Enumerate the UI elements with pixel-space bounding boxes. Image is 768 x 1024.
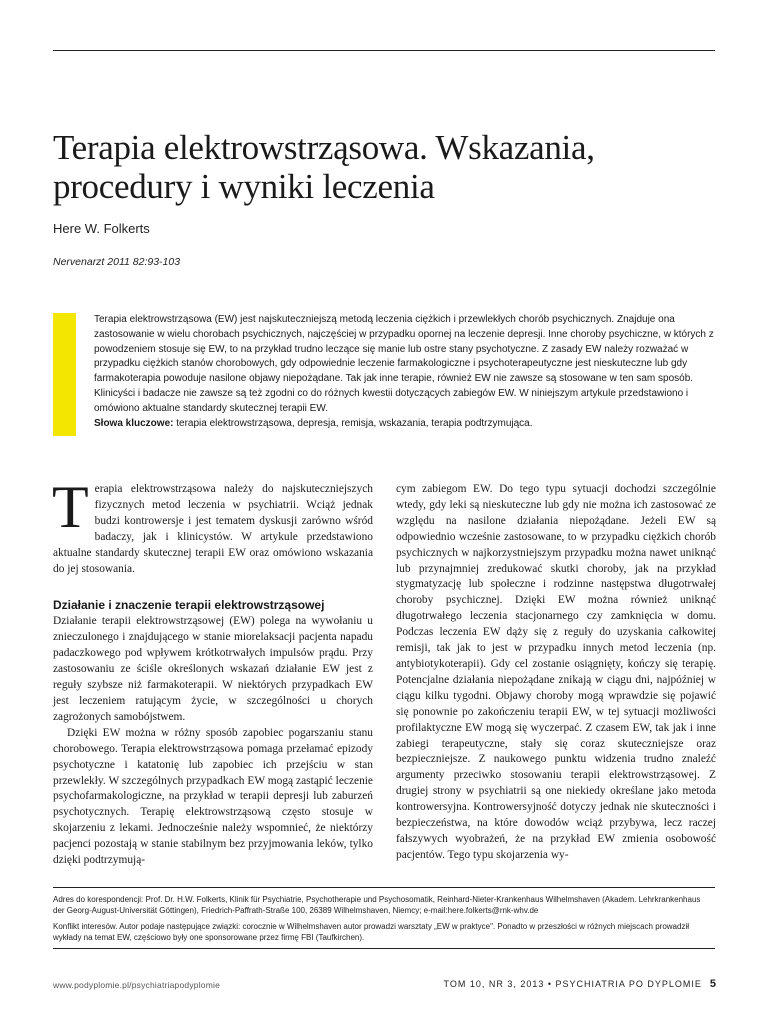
page-number: 5: [709, 978, 716, 990]
article-title: Terapia elektrowstrząsowa. Wskazania, procedury i wyniki leczenia: [53, 128, 595, 206]
top-rule: [53, 50, 715, 51]
body-column-right: [396, 482, 716, 864]
body-paragraph-2-continued: cym zabiegom EW. Do tego typu sytuacji dochodzi szczególnie wtedy, gdy leki są nieskuteczne lub gdy nie można ich zastosować ze względu na nasilone działania niepożądane. Jeżeli EW są odpowiednio wcześnie zastosowane, to w przypadku ciężkich chorób psychicznych w najkorzystniejszym przypadku można nawet uniknąć lub przynajmniej zredukować skutki choroby, jak na przykład stygmatyzację lub społeczne i rodzinne następstwa długotrwałej choroby psychicznej. Dzięki EW można również uniknąć długotrwałego leczenia stacjonarnego czy zamknięcia w domu. Podczas leczenia EW dąży się z reguły do uzyskania całkowitej remisji, tak jak to jest w przypadku innych metod leczenia (np. antybiotykoterapii). Gdy cel zostanie osiągnięty, kończy się terapię. Potencjalne działania niepożądane znikają w ciągu dni, najpóźniej w ciągu kilku tygodni. Objawy choroby mogą wprawdzie się pojawić się ponownie po zakończeniu terapii EW, w tej sytuacji możliwości profilaktyczne EW mogą się wyczerpać. Z czasem EW, tak jak i inne zabiegi terapeutyczne, stały się coraz skuteczniejsze oraz bezpieczniejsze. Z naukowego punktu widzenia trudno znaleźć argumenty przeciwko stosowaniu terapii elektrowstrząsowej. Z drugiej strony w psychiatrii są one niekiedy określane jako metoda kontrowersyjna. Kontrowersyjność dotyczy jednak nie skuteczności i bezpieczeństwa, na które dowodów wciąż przybywa, lecz raczej fałszywych wyobrażeń, że na przykład EW zmienia osobowość pacjentów. Tego typu skojarzenia wy-: [396, 483, 716, 861]
keywords-label: Słowa kluczowe:: [94, 417, 174, 429]
section-heading: Działanie i znaczenie terapii elektrowstrząsowej: [53, 598, 325, 613]
body-paragraph-1: Działanie terapii elektrowstrząsowej (EW) polega na wywołaniu u znieczulonego i znajdującego w stanie miorelaksacji pacjenta napadu padaczkowego pod wpływem krótkotrwałych impulsów prądu. Przy zastosowaniu ze ściśle określonych wskazań działanie EW jest z reguły szybsze niż farmakoterapii. W niektórych przypadkach EW jest leczeniem ratującym życie, w szczególności u chorych zagrożonych samobójstwem.: [53, 615, 373, 723]
journal-issue: TOM 10, NR 3, 2013 • PSYCHIATRIA PO DYPLOMIE: [443, 979, 702, 989]
intro-paragraph: [52, 474, 373, 577]
footnote: [53, 894, 713, 943]
footer-url[interactable]: www.podyplomie.pl/psychiatriapodyplomie: [53, 980, 221, 990]
footnote-bottom-rule: [53, 948, 715, 949]
abstract-accent-bar: [53, 313, 76, 436]
conflict-of-interest: Konflikt interesów. Autor podaje następujące związki: corocznie w Wilhelmshaven autor prowadzi warsztaty „EW w praktyce". Ponadto w przeszłości w różnych miejscach prowadził wykłady na temat EW, częściowo były one sponsorowane przez firmę FBI (Taufkirchen).: [53, 922, 689, 942]
body-paragraph-2-start: Dzięki EW można w różny sposób zapobiec pogarszaniu stanu chorobowego. Terapia elektrowstrząsowa pomaga przełamać epizody psychotyczne i katatonię lub zapobiec ich przejściu w stan przewlekły. W szczególnych przypadkach EW mogą zastąpić leczenie psychofarmakologiczne, na przykład w terapii depresji lub zaburzeń psychotycznych. Terapię elektrowstrząsową często stosuje w skojarzeniu z lekami. Jednocześnie należy wspomnieć, że niektórzy pacjenci pozostają w stanie stabilnym bez przyjmowania leków, tylko dzięki podtrzymują-: [53, 726, 373, 867]
keywords-text: terapia elektrowstrząsowa, depresja, remisja, wskazania, terapia podtrzymująca.: [176, 417, 533, 429]
intro-text: erapia elektrowstrząsowa należy do najskuteczniejszych fizycznych metod leczenia w psychiatrii. Wciąż jednak budzi kontrowersje i jest tematem dyskusji zarówno wśród badaczy, jak i klinicystów. W artykule przedstawiono aktualne standardy skutecznej terapii EW oraz omówiono wskazania do jej stosowania.: [53, 483, 373, 575]
footnote-top-rule: [53, 887, 715, 888]
drop-cap: T: [52, 474, 89, 540]
author-name: Here W. Folkerts: [53, 221, 150, 236]
body-column-left: [52, 474, 373, 869]
footer-journal-info: [443, 978, 716, 990]
correspondence-address: Adres do korespondencji: Prof. Dr. H.W. Folkerts, Klinik für Psychiatrie, Psychotherapie und Psychosomatik, Reinhard-Nieter-Krankenhaus Wilhelmshaven (Akadem. Lehrkrankenhaus der Georg-August-Universität Göttingen), Friedrich-Paffrath-Straße 100, 26389 Wilhelmshaven, Niemcy; e-mail:here.folkerts@rnk-whv.de: [53, 895, 701, 915]
abstract-text: Terapia elektrowstrząsowa (EW) jest najskuteczniejszą metodą leczenia ciężkich i przewlekłych chorób psychicznych. Znajduje ona zastosowanie w wielu chorobach psychicznych, najczęściej w przypadku opornej na leczenie depresji. Inne choroby psychiczne, w których z powodzeniem stosuje się EW, to na przykład trudno leczące się manie lub ostre stany psychotyczne. Z zasady EW należy rozważać w przypadku ciężkich stanów chorobowych, gdy odpowiednie leczenie farmakologiczne i psychoterapeutyczne jest nieskuteczne lub gdy farmakoterapia powoduje nasilone objawy niepożądane. Tak jak inne terapie, również EW nie zawsze są stosowane w ten sam sposób. Klinicyści i badacze nie zawsze są też zgodni co do różnych kwestii dotyczących zabiegów EW. W niniejszym artykule przedstawiono i omówiono aktualne standardy skutecznej terapii EW.: [94, 314, 714, 414]
abstract: [94, 313, 724, 431]
source-citation: Nervenarzt 2011 82:93-103: [53, 256, 181, 268]
